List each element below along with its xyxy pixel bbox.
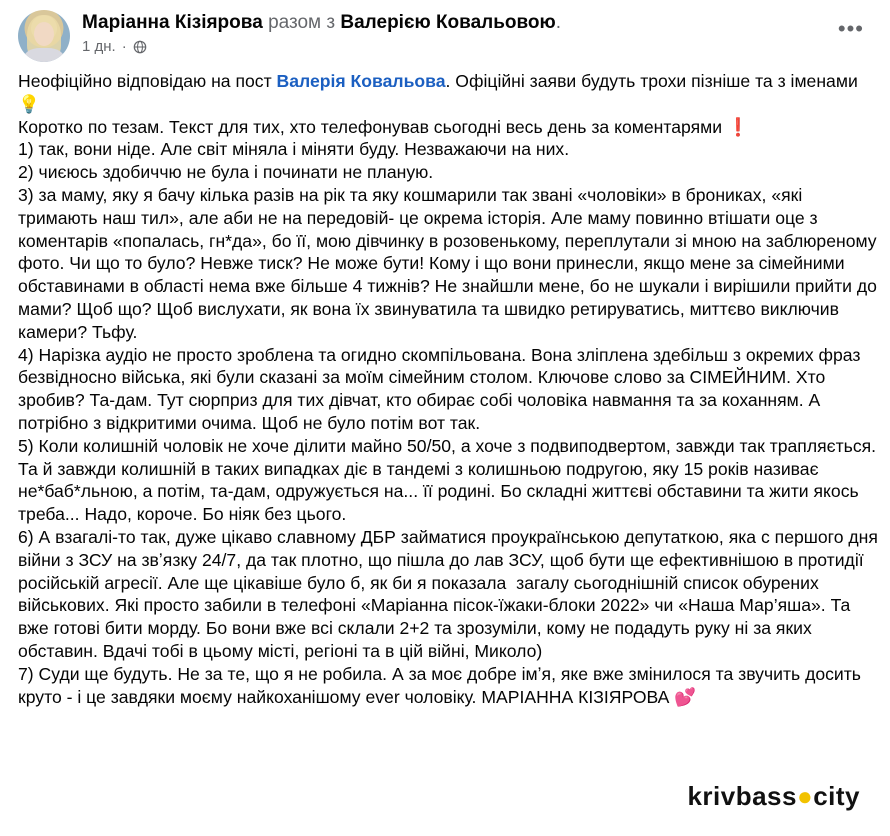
meta-separator: · [121,38,127,55]
point-5: 5) Коли колишній чоловік не хоче ділити майно 50/50, а хоче з подвиподвертом, завжди так трапляється. Та й завжди колишній в таких випадках діє в тандемі з колишньою подругою, яку 15 років називає не*баб*льною, а потім, та-дам, одружується на... її родині. Бо складні життєві обставини та жити якось треба... Надо, короче. Бо ніяк без цього. [18,435,881,525]
point-1: 1) так, вони ніде. Але світ міняла і міняти буду. Незважаючи на них. [18,139,570,160]
point-3: 3) за маму, яку я бачу кілька разів на рік та яку кошмарили так звані «чоловіки» в брониках, «які тримають наш тил», але аби не на передовій- це окрема історія. Але маму повинно втішати оце з коментарів «попалась, гн*да», бо її, мою дівчинку в розовенькому, переплутали зі мною на заблюреному фото. Чи що то було? Невже тиск? Не може бути! Кому і що вони принесли, якщо мене за сімейними обставинами в області нема вже більше 4 тижнів? Не знайшли мене, бо не шукали і вирішили прийти до мами? Щоб що? Щоб вислухати, як вона їх звинуватила та швидко ретируватись, миттєво виключив камери? Тьфу. [18,184,882,342]
author-name[interactable]: Маріанна Кізіярова [82,12,263,33]
point-6: 6) А взагалі-то так, дуже цікаво славному ДБР займатися проукраїнською депутаткою, яка с першого дня війни з ЗСУ на звʼязку 24/7, да так плотно, що пішла до лав ЗСУ, щоб бути ще ефективнішою в протидії російській агресії. Але ще цікавіше було б, як би я показала загалу сьогоднішній список обурених військових. Які просто забили в телефоні «Маріанна пісок-їжаки-блоки 2022» чи «Наша Мар’яша». Та вже готові бити морду. Бо вони вже всі склали 2+2 та зрозуміли, кому не подадуть руку ні за яких обставин. Вдачі тобі в цьому місті, регіоні та в цій війні, Миколо) [18,526,883,661]
globe-icon [133,40,147,54]
post-body [18,70,884,708]
more-options-icon[interactable]: ••• [837,16,864,41]
exclamation-icon: ❗ [726,116,749,137]
post-time[interactable]: 1 дн. [82,38,116,55]
watermark-dot: ● [796,781,814,811]
bulb-icon: 💡 [18,93,40,114]
summary-line: Коротко по тезам. Текст для тих, хто телефонував сьогодні весь день за коментарями ❗ [18,116,749,137]
author-avatar[interactable] [18,10,70,62]
tagged-person[interactable]: Валерією Ковальовою [340,12,556,33]
mention-link[interactable]: Валерія Ковальова [276,71,446,91]
with-text: разом з [268,12,336,33]
point-7: 7) Суди ще будуть. Не за те, що я не робила. А за моє добре імʼя, яке вже змінилося та звучить досить круто - і це завдяки моєму найкоханішому ever чоловіку. МАРІАННА КІЗІЯРОВА 💕 [18,663,866,707]
point-4: 4) Нарізка аудіо не просто зроблена та огидно скомпільована. Вона зліплена здебільш з окремих фраз безвідносно війська, які були сказані за моїм сімейним столом. Ключове слово за СІМЕЙНИМ. Хто зробив? Та-дам. Тут сюрприз для тих дівчат, кто обирає собі чоловіка навмання та за коханням. А потрібно з відкритими очима. Щоб не було потім вот так. [18,344,866,433]
site-watermark: krivbass●city [687,781,860,811]
hearts-icon: 💕 [674,686,697,707]
point-2: 2) чиєюсь здобиччю не була і починати не планую. [18,162,434,183]
post-meta [82,38,147,55]
author-line [82,12,561,34]
period: . [555,12,562,33]
post-header [18,10,872,66]
intro-paragraph: Неофіційно відповідаю на пост Валерія Ковальова. Офіційні заяви будуть трохи пізніше та з іменами 💡 [18,71,863,114]
